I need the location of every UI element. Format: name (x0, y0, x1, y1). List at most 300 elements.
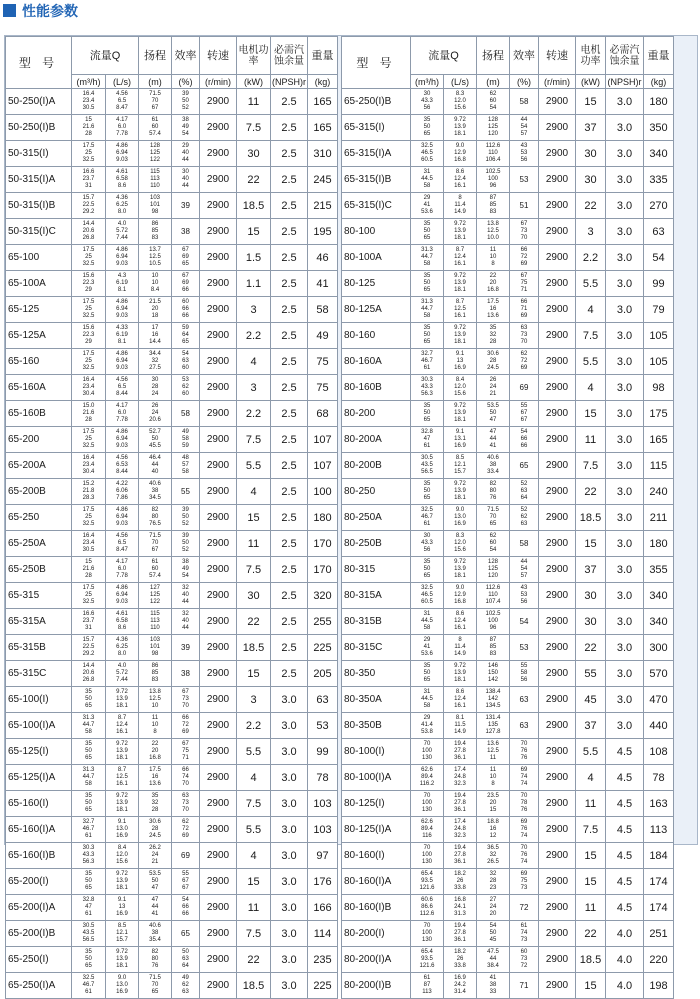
flow-ls-cell: 9.0 12.9 16.8 (444, 141, 477, 167)
model-cell: 65-160 (6, 349, 72, 375)
header-flow-unit-m3h: (m³/h) (411, 75, 444, 89)
speed-cell: 2900 (539, 167, 576, 193)
speed-cell: 2900 (539, 115, 576, 141)
efficiency-cell: 49 62 63 (172, 973, 200, 999)
weight-cell: 340 (644, 583, 674, 609)
flow-ls-cell: 8.7 12.4 16.1 (444, 245, 477, 271)
weight-cell: 215 (308, 193, 338, 219)
flow-m3h-cell: 30 43.3 56 (411, 531, 444, 557)
speed-cell: 2900 (539, 921, 576, 947)
model-cell: 80-200(I) (342, 921, 411, 947)
weight-cell: 570 (644, 661, 674, 687)
model-cell: 80-100(I) (342, 739, 411, 765)
motor-power-cell: 15 (576, 869, 606, 895)
table-row (6, 635, 338, 661)
flow-ls-cell: 8.4 12.0 15.6 (106, 843, 139, 869)
speed-cell: 2900 (200, 635, 237, 661)
weight-cell: 79 (644, 297, 674, 323)
motor-power-cell: 15 (576, 843, 606, 869)
table-row (342, 115, 674, 141)
spec-table-frame (4, 35, 698, 995)
weight-cell: 440 (644, 713, 674, 739)
model-cell: 80-200(I)B (342, 973, 411, 999)
motor-power-cell: 2.2 (237, 713, 271, 739)
model-cell: 50-315(I)B (6, 193, 72, 219)
speed-cell: 2900 (539, 843, 576, 869)
speed-cell: 2900 (539, 531, 576, 557)
table-row (342, 479, 674, 505)
npsh-cell: 3.0 (606, 609, 644, 635)
header-flow-unit-ls: (L/s) (444, 75, 477, 89)
motor-power-cell: 18.5 (237, 635, 271, 661)
npsh-cell: 2.5 (271, 583, 308, 609)
flow-ls-cell: 8.1 11.5 14.9 (444, 713, 477, 739)
flow-ls-cell: 9.72 13.9 18.1 (106, 687, 139, 713)
model-cell: 65-315C (6, 661, 72, 687)
flow-ls-cell: 16.9 24.2 31.4 (444, 973, 477, 999)
speed-cell: 2900 (200, 349, 237, 375)
speed-cell: 2900 (539, 245, 576, 271)
flow-ls-cell: 4.56 6.5 8.47 (106, 531, 139, 557)
model-cell: 80-315 (342, 557, 411, 583)
table-row (342, 947, 674, 973)
model-cell: 80-250B (342, 531, 411, 557)
speed-cell: 2900 (200, 271, 237, 297)
head-cell: 23.5 20 15 (477, 791, 510, 817)
speed-cell: 2900 (539, 739, 576, 765)
efficiency-cell: 38 49 54 (172, 115, 200, 141)
flow-m3h-cell: 30 43.3 56 (411, 89, 444, 115)
head-cell: 52.7 50 45.5 (139, 427, 172, 453)
motor-power-cell: 4 (237, 765, 271, 791)
speed-cell: 2900 (539, 609, 576, 635)
flow-ls-cell: 4.86 6.94 9.03 (106, 141, 139, 167)
head-cell: 53.5 50 47 (139, 869, 172, 895)
head-cell: 35 32 28 (139, 791, 172, 817)
flow-m3h-cell: 17.5 25 32.5 (72, 583, 106, 609)
table-row (342, 401, 674, 427)
efficiency-cell: 50 63 64 (172, 947, 200, 973)
flow-ls-cell: 8.4 12.0 15.6 (444, 375, 477, 401)
model-cell: 65-125(I)A (6, 765, 72, 791)
speed-cell: 2900 (200, 791, 237, 817)
npsh-cell: 3.0 (606, 193, 644, 219)
head-cell: 62 60 54 (477, 89, 510, 115)
motor-power-cell: 5.5 (576, 271, 606, 297)
flow-m3h-cell: 30.3 43.3 56.3 (72, 843, 106, 869)
model-cell: 50-250(I)B (6, 115, 72, 141)
flow-m3h-cell: 35 50 65 (411, 401, 444, 427)
head-cell: 11 10 8 (139, 713, 172, 739)
table-row (6, 375, 338, 401)
weight-cell: 115 (644, 453, 674, 479)
flow-m3h-cell: 32.7 46.7 61 (411, 349, 444, 375)
header-model: 型 号 (342, 37, 411, 89)
npsh-cell: 3.0 (271, 765, 308, 791)
motor-power-cell: 45 (576, 687, 606, 713)
flow-m3h-cell: 31 44.5 58 (411, 687, 444, 713)
header-flow: 流量Q (411, 37, 477, 75)
flow-ls-cell: 9.72 13.9 18.1 (106, 791, 139, 817)
flow-ls-cell: 8.3 12.0 15.6 (444, 89, 477, 115)
motor-power-cell: 30 (237, 141, 271, 167)
motor-power-cell: 11 (237, 531, 271, 557)
flow-m3h-cell: 14.4 20.6 26.8 (72, 661, 106, 687)
weight-cell: 163 (644, 791, 674, 817)
flow-m3h-cell: 30.3 43.3 56.3 (411, 375, 444, 401)
motor-power-cell: 4 (237, 349, 271, 375)
model-cell: 65-100(I) (6, 687, 72, 713)
head-cell: 131.4 135 127.8 (477, 713, 510, 739)
efficiency-cell: 32 40 44 (172, 609, 200, 635)
flow-m3h-cell: 35 50 65 (411, 219, 444, 245)
table-row (342, 895, 674, 921)
weight-cell: 300 (644, 635, 674, 661)
header-weight-unit: (kg) (644, 75, 674, 89)
flow-ls-cell: 9.72 13.9 18.1 (444, 115, 477, 141)
flow-m3h-cell: 32.5 46.7 61 (411, 505, 444, 531)
flow-ls-cell: 9.72 13.9 18.1 (444, 271, 477, 297)
table-row (6, 271, 338, 297)
flow-ls-cell: 9.72 13.9 18.1 (444, 323, 477, 349)
weight-cell: 175 (644, 401, 674, 427)
flow-m3h-cell: 31 44.5 58 (411, 167, 444, 193)
flow-ls-cell: 4.33 6.19 8.1 (106, 323, 139, 349)
model-cell: 65-250B (6, 557, 72, 583)
motor-power-cell: 15 (576, 89, 606, 115)
speed-cell: 2900 (200, 505, 237, 531)
table-row (342, 505, 674, 531)
model-cell: 80-315C (342, 635, 411, 661)
npsh-cell: 3.0 (606, 453, 644, 479)
motor-power-cell: 4 (576, 297, 606, 323)
npsh-cell: 3.0 (606, 375, 644, 401)
weight-cell: 205 (308, 661, 338, 687)
weight-cell: 180 (644, 531, 674, 557)
header-motor-power: 电机功率 (237, 37, 271, 75)
efficiency-cell: 29 40 44 (172, 141, 200, 167)
speed-cell: 2900 (539, 349, 576, 375)
speed-cell: 2900 (539, 713, 576, 739)
header-head: 扬程 (477, 37, 510, 75)
flow-ls-cell: 17.4 24.8 32.3 (444, 817, 477, 843)
head-cell: 71.5 70 67 (139, 89, 172, 115)
motor-power-cell: 11 (237, 89, 271, 115)
model-cell: 80-125A (342, 297, 411, 323)
flow-m3h-cell: 70 100 130 (411, 739, 444, 765)
header-npsh: 必需汽蚀余量 (606, 37, 644, 75)
model-cell: 80-160 (342, 323, 411, 349)
npsh-cell: 3.0 (606, 401, 644, 427)
spec-table-right (341, 36, 674, 999)
model-cell: 80-250 (342, 479, 411, 505)
efficiency-cell: 53 (510, 167, 539, 193)
efficiency-cell: 48 57 58 (172, 453, 200, 479)
model-cell: 80-200A (342, 427, 411, 453)
head-cell: 54 50 45 (477, 921, 510, 947)
model-cell: 80-315A (342, 583, 411, 609)
efficiency-cell: 66 72 69 (172, 713, 200, 739)
motor-power-cell: 7.5 (237, 427, 271, 453)
npsh-cell: 4.5 (606, 791, 644, 817)
table-row (6, 115, 338, 141)
model-cell: 80-100(I)A (342, 765, 411, 791)
flow-ls-cell: 8.7 12.5 16.1 (106, 765, 139, 791)
head-cell: 86 85 83 (139, 219, 172, 245)
header-npsh-unit: (NPSH)r (607, 76, 642, 87)
model-cell: 80-350B (342, 713, 411, 739)
weight-cell: 355 (644, 557, 674, 583)
table-row (342, 609, 674, 635)
motor-power-cell: 22 (237, 167, 271, 193)
header-motor-unit: (kW) (576, 75, 606, 89)
table-row (342, 323, 674, 349)
head-cell: 35 32 28 (477, 323, 510, 349)
motor-power-cell: 3 (237, 297, 271, 323)
head-cell: 30.6 28 24.5 (477, 349, 510, 375)
table-row (6, 323, 338, 349)
speed-cell: 2900 (200, 219, 237, 245)
table-row (342, 167, 674, 193)
speed-cell: 2900 (200, 89, 237, 115)
npsh-cell: 2.5 (271, 609, 308, 635)
efficiency-cell: 55 67 67 (172, 869, 200, 895)
model-cell: 65-200(I)A (6, 895, 72, 921)
table-row (342, 661, 674, 687)
weight-cell: 195 (308, 219, 338, 245)
npsh-cell: 3.0 (271, 687, 308, 713)
model-cell: 65-160(I)B (6, 843, 72, 869)
motor-power-cell: 15 (237, 219, 271, 245)
weight-cell: 46 (308, 245, 338, 271)
flow-ls-cell: 8 11.4 14.9 (444, 635, 477, 661)
header-npsh-unit: (NPSH)r (272, 76, 306, 87)
model-cell: 65-315 (6, 583, 72, 609)
flow-ls-cell: 9.72 13.9 18.1 (106, 947, 139, 973)
weight-cell: 240 (644, 479, 674, 505)
motor-power-cell: 2.2 (237, 401, 271, 427)
head-cell: 47.5 44 38.4 (477, 947, 510, 973)
weight-cell: 174 (644, 895, 674, 921)
weight-cell: 184 (644, 843, 674, 869)
model-cell: 80-100A (342, 245, 411, 271)
flow-ls-cell: 4.86 6.94 9.03 (106, 349, 139, 375)
flow-m3h-cell: 35 50 65 (411, 323, 444, 349)
table-row (342, 219, 674, 245)
weight-cell: 53 (308, 713, 338, 739)
model-cell: 50-315(I)A (6, 167, 72, 193)
weight-cell: 335 (644, 167, 674, 193)
weight-cell: 58 (308, 297, 338, 323)
header-weight-unit: (kg) (308, 75, 338, 89)
model-cell: 80-160(I)B (342, 895, 411, 921)
npsh-cell: 4.5 (606, 739, 644, 765)
header-motor-power: 电机功率 (576, 37, 606, 75)
head-cell: 22 20 16.8 (477, 271, 510, 297)
npsh-cell: 2.5 (271, 141, 308, 167)
header-weight: 重量 (644, 37, 674, 75)
npsh-cell: 3.0 (606, 219, 644, 245)
model-cell: 80-100 (342, 219, 411, 245)
head-cell: 86 85 83 (139, 661, 172, 687)
flow-m3h-cell: 17.5 25 32.5 (72, 505, 106, 531)
motor-power-cell: 22 (576, 921, 606, 947)
flow-ls-cell: 4.86 6.94 9.03 (106, 427, 139, 453)
npsh-cell: 2.5 (271, 531, 308, 557)
flow-m3h-cell: 35 50 65 (72, 687, 106, 713)
flow-ls-cell: 4.36 6.25 8.0 (106, 193, 139, 219)
flow-m3h-cell: 32.8 47 61 (411, 427, 444, 453)
npsh-cell: 2.5 (271, 453, 308, 479)
efficiency-cell: 63 73 70 (510, 323, 539, 349)
head-cell: 61 60 57.4 (139, 557, 172, 583)
header-flow: 流量Q (72, 37, 139, 75)
flow-ls-cell: 9.0 13.0 16.9 (444, 505, 477, 531)
motor-power-cell: 5.5 (576, 349, 606, 375)
flow-m3h-cell: 16.6 23.7 31 (72, 609, 106, 635)
weight-cell: 174 (644, 869, 674, 895)
head-cell: 87 85 83 (477, 193, 510, 219)
flow-m3h-cell: 70 100 130 (411, 843, 444, 869)
efficiency-cell: 54 66 66 (172, 895, 200, 921)
flow-ls-cell: 9.0 12.9 16.8 (444, 583, 477, 609)
efficiency-cell: 43 53 56 (510, 583, 539, 609)
flow-m3h-cell: 14.4 20.6 26.8 (72, 219, 106, 245)
weight-cell: 225 (308, 635, 338, 661)
head-cell: 34.4 32 27.5 (139, 349, 172, 375)
npsh-cell: 3.0 (606, 661, 644, 687)
weight-cell: 49 (308, 323, 338, 349)
flow-ls-cell: 9.1 13 16.9 (444, 349, 477, 375)
npsh-cell: 3.0 (606, 531, 644, 557)
model-cell: 80-160B (342, 375, 411, 401)
weight-cell: 107 (308, 427, 338, 453)
model-cell: 65-250A (6, 531, 72, 557)
weight-cell: 97 (308, 843, 338, 869)
table-row (342, 713, 674, 739)
weight-cell: 170 (308, 531, 338, 557)
efficiency-cell: 53 62 60 (172, 375, 200, 401)
head-cell: 13.7 12.5 10.5 (139, 245, 172, 271)
flow-m3h-cell: 15.7 22.5 29.2 (72, 635, 106, 661)
flow-m3h-cell: 32.5 46.5 60.5 (411, 583, 444, 609)
table-row (342, 765, 674, 791)
flow-m3h-cell: 29 41.4 53.8 (411, 713, 444, 739)
head-cell: 13.6 12.5 11 (477, 739, 510, 765)
efficiency-cell: 39 50 52 (172, 531, 200, 557)
npsh-cell: 3.0 (606, 297, 644, 323)
efficiency-cell: 70 78 76 (510, 791, 539, 817)
motor-power-cell: 5.5 (237, 817, 271, 843)
weight-cell: 251 (644, 921, 674, 947)
weight-cell: 75 (308, 349, 338, 375)
weight-cell: 180 (308, 505, 338, 531)
speed-cell: 2900 (539, 271, 576, 297)
motor-power-cell: 11 (576, 895, 606, 921)
model-cell: 65-125A (6, 323, 72, 349)
npsh-cell: 2.5 (271, 505, 308, 531)
table-row (6, 843, 338, 869)
head-cell: 87 85 83 (477, 635, 510, 661)
table-row (6, 167, 338, 193)
weight-cell: 165 (644, 427, 674, 453)
speed-cell: 2900 (539, 895, 576, 921)
flow-m3h-cell: 15 21.6 28 (72, 557, 106, 583)
model-cell: 65-100(I)A (6, 713, 72, 739)
flow-m3h-cell: 32.5 46.5 60.5 (411, 141, 444, 167)
flow-m3h-cell: 65.4 93.5 121.6 (411, 869, 444, 895)
speed-cell: 2900 (539, 765, 576, 791)
efficiency-cell: 55 67 67 (510, 401, 539, 427)
speed-cell: 2900 (200, 141, 237, 167)
header-motor-unit: (kW) (237, 75, 271, 89)
table-row (6, 193, 338, 219)
npsh-cell: 2.5 (271, 193, 308, 219)
table-row (342, 739, 674, 765)
npsh-cell: 3.0 (606, 167, 644, 193)
head-cell: 82 80 76 (477, 479, 510, 505)
motor-power-cell: 7.5 (237, 557, 271, 583)
table-row (342, 453, 674, 479)
head-cell: 17.5 16 13.6 (139, 765, 172, 791)
flow-m3h-cell: 16.4 23.4 30.4 (72, 375, 106, 401)
table-row (342, 557, 674, 583)
table-row (6, 661, 338, 687)
flow-ls-cell: 4.3 6.19 8.1 (106, 271, 139, 297)
weight-cell: 105 (644, 323, 674, 349)
model-cell: 80-315B (342, 609, 411, 635)
flow-m3h-cell: 17.5 25 32.5 (72, 427, 106, 453)
efficiency-cell: 53 (510, 635, 539, 661)
npsh-cell: 3.0 (271, 947, 308, 973)
flow-m3h-cell: 35 50 65 (411, 115, 444, 141)
flow-m3h-cell: 61 87 113 (411, 973, 444, 999)
model-cell: 80-125(I)A (342, 817, 411, 843)
flow-m3h-cell: 16.6 23.7 31 (72, 167, 106, 193)
motor-power-cell: 37 (576, 713, 606, 739)
table-row (342, 375, 674, 401)
weight-cell: 63 (308, 687, 338, 713)
head-cell: 26.2 24 21 (139, 843, 172, 869)
flow-m3h-cell: 15 21.6 28 (72, 115, 106, 141)
motor-power-cell: 7.5 (237, 115, 271, 141)
table-row (342, 817, 674, 843)
motor-power-cell: 4 (237, 843, 271, 869)
model-cell: 65-250(I)B (342, 89, 411, 115)
efficiency-cell: 39 50 52 (172, 89, 200, 115)
speed-cell: 2900 (200, 401, 237, 427)
motor-power-cell: 30 (237, 583, 271, 609)
npsh-cell: 3.0 (606, 635, 644, 661)
head-cell: 22 20 16.8 (139, 739, 172, 765)
motor-power-cell: 15 (237, 661, 271, 687)
npsh-cell: 2.5 (271, 375, 308, 401)
table-row (6, 297, 338, 323)
flow-ls-cell: 8.5 12.1 15.7 (106, 921, 139, 947)
flow-ls-cell: 17.4 24.8 32.3 (444, 765, 477, 791)
table-row (6, 583, 338, 609)
weight-cell: 108 (644, 739, 674, 765)
flow-ls-cell: 8.7 12.4 16.1 (106, 713, 139, 739)
flow-m3h-cell: 16.4 23.4 30.4 (72, 453, 106, 479)
table-row (6, 219, 338, 245)
flow-m3h-cell: 32.8 47 61 (72, 895, 106, 921)
model-cell: 65-250 (6, 505, 72, 531)
header-speed-unit: (r/min) (200, 75, 237, 89)
header-npsh: 必需汽蚀余量 (271, 37, 308, 75)
table-row (6, 453, 338, 479)
motor-power-cell: 7.5 (237, 791, 271, 817)
